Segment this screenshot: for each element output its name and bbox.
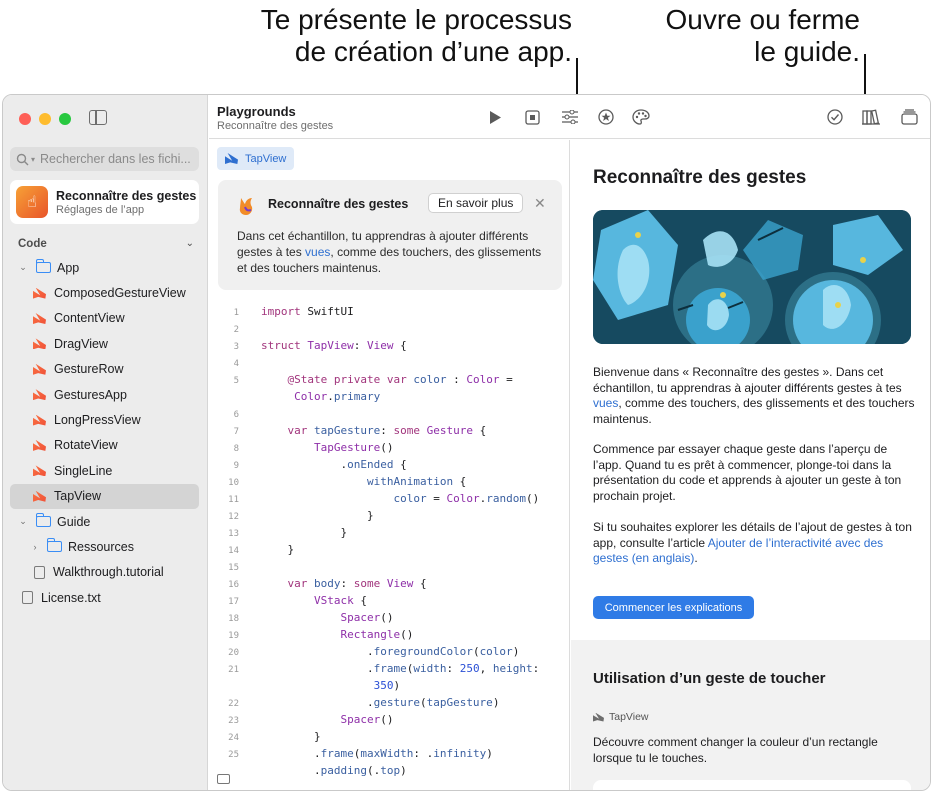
sidebar-toggle-icon[interactable]: [89, 110, 107, 125]
window-controls: [19, 113, 71, 125]
guide-text: Bienvenue dans « Reconnaître des gestes ». Dans cet échantillon, tu apprendras à ajouter différents gestes à tes: [593, 365, 902, 395]
code-editor: [209, 140, 570, 790]
intro-card-title: Reconnaître des gestes: [268, 197, 409, 211]
folder-icon: [36, 262, 51, 273]
guide-paragraph-3: [593, 520, 915, 567]
intro-card-body: [237, 228, 553, 276]
gestures-illustration: [593, 210, 911, 344]
line-number: 6: [233, 410, 239, 420]
section-title: Utilisation d’un geste de toucher: [593, 670, 826, 687]
sidebar-item-dragview[interactable]: [3, 331, 208, 356]
guide-text: , comme des touchers, des glissements et des touchers maintenus.: [593, 396, 915, 426]
line-number: 22: [228, 699, 239, 709]
intro-card: [218, 180, 562, 290]
code-section-label: Code: [18, 238, 47, 250]
chevron-down-icon[interactable]: ⌄: [19, 262, 27, 273]
star-icon[interactable]: [596, 107, 616, 127]
intro-card-text-end: , comme des touchers, des glissements et des touchers maintenus.: [237, 245, 542, 275]
sidebar-item-gesturesapp[interactable]: [3, 382, 208, 407]
minimize-window-button[interactable]: [39, 113, 51, 125]
zoom-window-button[interactable]: [59, 113, 71, 125]
line-number: 14: [228, 546, 239, 556]
document-icon: [22, 591, 33, 604]
callout-left-line1: Te présente le processus: [260, 4, 572, 35]
guide-books-icon[interactable]: [861, 107, 881, 127]
guide-paragraph-2: Commence par essayer chaque geste dans l’aperçu de l’app. Quand tu es prêt à commencer, plonge-toi dans la présentation du code et apprends à ajouter un geste à ton prochain projet.: [593, 442, 902, 503]
swift-file-icon: [33, 338, 46, 349]
guide-text: .: [694, 551, 698, 565]
sidebar-item-label: Walkthrough.tutorial: [53, 565, 164, 580]
sidebar-item-label: App: [57, 260, 80, 275]
guide-text: Si tu souhaites explorer les détails de l’ajout de gestes à ton app, consulte l’article: [593, 520, 912, 550]
swift-file-icon: [33, 491, 46, 502]
line-number: 15: [228, 563, 239, 573]
document-icon: [34, 566, 45, 579]
line-number: 25: [228, 750, 239, 760]
code-section-header[interactable]: [18, 238, 194, 250]
line-number: 16: [228, 580, 239, 590]
sidebar-item-label: GestureRow: [54, 362, 124, 377]
project-subtitle: Réglages de l’app: [56, 203, 145, 216]
sidebar-item-longpressview[interactable]: [3, 407, 208, 432]
line-number: 7: [233, 427, 239, 437]
article-link[interactable]: Ajouter de l’interactivité avec des gestes (en anglais): [593, 535, 884, 565]
line-number: 10: [228, 478, 239, 488]
playground-bird-icon: [236, 195, 258, 217]
swift-file-icon: [33, 389, 46, 400]
sidebar-item-singleline[interactable]: [3, 458, 208, 483]
guide-title: Reconnaître des gestes: [593, 167, 807, 188]
play-icon[interactable]: [485, 107, 505, 127]
project-settings-item[interactable]: [10, 180, 199, 224]
sidebar-item-guide[interactable]: [3, 509, 208, 534]
swift-file-icon: [593, 713, 604, 722]
section-file-label: TapView: [609, 711, 649, 723]
file-tree: [3, 255, 208, 610]
line-number: 12: [228, 512, 239, 522]
search-icon: [16, 153, 29, 166]
search-field[interactable]: [10, 147, 199, 171]
sidebar-item-label: Ressources: [68, 539, 134, 554]
sidebar-item-app[interactable]: [3, 255, 208, 280]
start-walkthrough-button[interactable]: Commencer les explications: [593, 596, 754, 619]
guide-panel: [571, 140, 930, 790]
close-window-button[interactable]: [19, 113, 31, 125]
project-title: Reconnaître des gestes: [56, 188, 197, 203]
swift-file-icon: [33, 288, 46, 299]
sidebar-item-label: LongPressView: [54, 413, 141, 428]
playgrounds-window: [2, 94, 931, 791]
sidebar-item-tapview[interactable]: [10, 484, 199, 509]
swift-file-icon: [33, 415, 46, 426]
search-placeholder: Rechercher dans les fichi...: [40, 152, 191, 166]
sidebar-item-gesturerow[interactable]: [3, 357, 208, 382]
line-number: 11: [228, 495, 239, 505]
swift-file-icon: [33, 364, 46, 375]
file-tab-label: TapView: [245, 152, 287, 165]
line-number: 21: [228, 665, 239, 675]
sidebar-item-label: SingleLine: [54, 463, 113, 478]
stack-icon[interactable]: [899, 107, 919, 127]
sidebar-item-walkthrough[interactable]: [3, 560, 208, 585]
section-file-chip[interactable]: [593, 711, 649, 723]
line-number: 20: [228, 648, 239, 658]
callout-right-line1: Ouvre ou ferme: [665, 4, 860, 35]
views-link[interactable]: vues: [593, 396, 619, 410]
chevron-down-icon: ⌄: [185, 238, 194, 249]
check-icon[interactable]: [825, 107, 845, 127]
close-icon[interactable]: ✕: [534, 195, 546, 211]
line-number: 4: [233, 359, 239, 369]
sidebar: [3, 95, 208, 790]
chevron-down-icon: ▾: [31, 154, 36, 164]
guide-paragraph-1: [593, 365, 915, 427]
learn-more-button[interactable]: En savoir plus: [428, 193, 523, 213]
sidebar-item-composedgestureview[interactable]: [3, 280, 208, 305]
line-number: 3: [233, 342, 239, 352]
guide-content: [571, 140, 930, 640]
line-number: 9: [233, 461, 239, 471]
sidebar-item-ressources[interactable]: [3, 534, 208, 559]
section-description: Découvre comment changer la couleur d’un rectangle lorsque tu le touches.: [593, 735, 878, 765]
chevron-right-icon[interactable]: ›: [33, 541, 37, 552]
sidebar-item-contentview[interactable]: [3, 306, 208, 331]
line-number: 23: [228, 716, 239, 726]
callout-guide-toggle: [620, 4, 860, 68]
file-tab-tapview[interactable]: [217, 147, 294, 170]
console-icon[interactable]: [217, 774, 230, 784]
palette-icon[interactable]: [631, 107, 651, 127]
sidebar-item-label: GesturesApp: [54, 387, 127, 402]
toolbar: [209, 95, 930, 139]
line-number: 5: [233, 376, 239, 386]
toolbar-subtitle: Reconnaître des gestes: [217, 120, 334, 132]
intro-card-text: Dans cet échantillon, tu apprendras à ajouter différents gestes à tes: [237, 229, 529, 259]
swift-file-icon: [33, 440, 46, 451]
folder-icon: [36, 516, 51, 527]
line-number: 8: [233, 444, 239, 454]
chevron-down-icon[interactable]: ⌄: [19, 516, 27, 527]
line-number: 24: [228, 733, 239, 743]
sidebar-item-label: ComposedGestureView: [54, 286, 186, 301]
swift-file-icon: [225, 153, 238, 164]
section-card: [593, 780, 911, 791]
swift-file-icon: [33, 465, 46, 476]
callout-left-line2: de création d’une app.: [294, 36, 572, 67]
folder-icon: [47, 541, 62, 552]
views-link[interactable]: vues: [305, 245, 331, 259]
line-number: 2: [233, 325, 239, 335]
toolbar-title: Playgrounds: [217, 104, 296, 119]
stop-icon[interactable]: [522, 107, 542, 127]
swift-file-icon: [33, 313, 46, 324]
sidebar-item-rotateview[interactable]: [3, 433, 208, 458]
code-text: import SwiftUI struct TapView: View { @State private var color : Color = Color.primary var tapGesture: some Gesture { TapGesture() .onEnded { withAnimation { color = Color.random() } } } var body: some View { VStack { Spacer() Rectangle() .foregroundColor(color) .frame(width: 250, height: 350) .gesture(tapGesture) Spacer() } .frame(maxWidth: .infinity) .padding(.top): [261, 305, 540, 777]
app-icon: ☝: [16, 186, 48, 218]
sidebar-item-label: Guide: [57, 514, 91, 529]
sidebar-item-label: RotateView: [54, 438, 118, 453]
line-number: 18: [228, 614, 239, 624]
line-number: 17: [228, 597, 239, 607]
line-number: 1: [233, 308, 239, 318]
line-number: 19: [228, 631, 239, 641]
callout-create-app: [230, 4, 572, 68]
sliders-icon[interactable]: [560, 107, 580, 127]
sidebar-item-label: DragView: [54, 336, 108, 351]
sidebar-item-label: ContentView: [54, 311, 125, 326]
sidebar-item-license[interactable]: [3, 585, 208, 610]
callout-right-line2: le guide.: [754, 36, 860, 67]
sidebar-item-label: TapView: [54, 489, 102, 504]
sidebar-item-label: License.txt: [41, 590, 101, 605]
line-number: 13: [228, 529, 239, 539]
